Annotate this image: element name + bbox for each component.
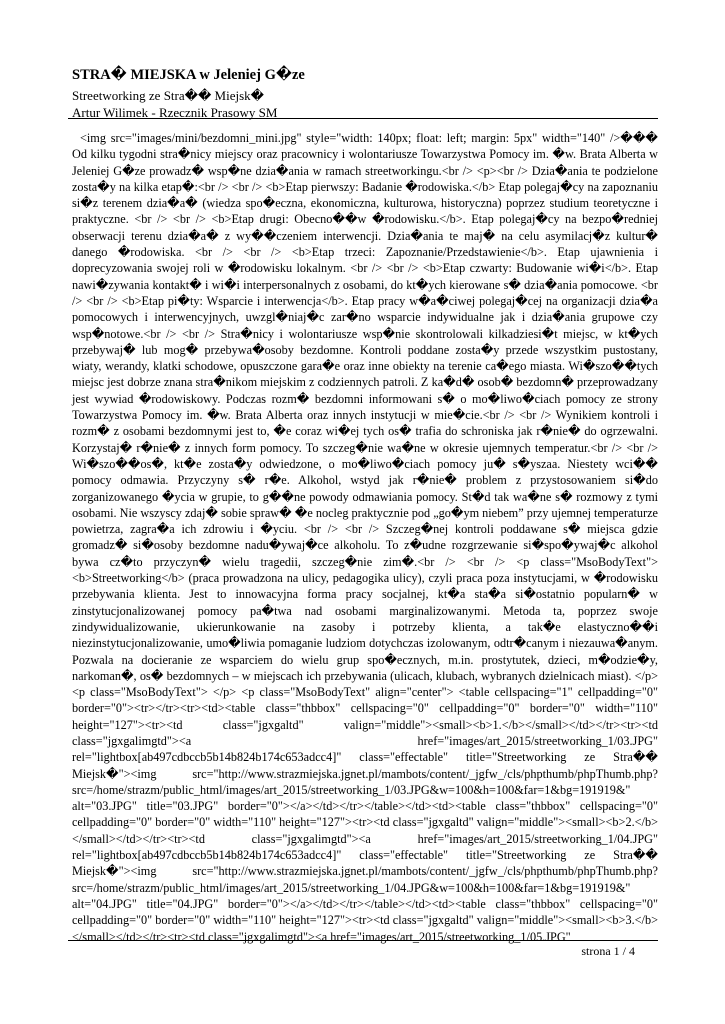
- article-title: Streetworking ze Stra�� Miejsk�: [72, 88, 264, 103]
- footer-divider: [68, 940, 658, 941]
- document-header: [72, 66, 662, 121]
- document-title: STRA� MIEJSKA w Jeleniej G�ze: [72, 67, 305, 83]
- page-number: strona 1 / 4: [581, 944, 635, 958]
- article-author: Artur Wilimek - Rzecznik Prasowy SM: [72, 105, 278, 120]
- header-divider: [68, 118, 658, 119]
- article-body: <img src="images/mini/bezdomni_mini.jpg" style="width: 140px; float: left; margin: 5px" width="140" />��� Od kilku tygodni stra�nicy miejscy oraz pracownicy i wolontariusze Towarzystwa Pomocy im. �w. Brata Alberta w Jeleniej G�ze prowadz� wsp�ne dzia�ania w ramach streetworkingu.<br /> <p><br /> Dzia�ania te podzielone zosta�y na kilka etap�:<br /> <br /> <b>Etap pierwszy: Badanie �rodowiska.</b> Etap polegaj�cy na zapoznaniu si�z terenem dzia�a� (wiedza spo�eczna, ekonomiczna, kulturowa, historyczna) poprzez studium teoretyczne i praktyczne. <br /> <br /> <b>Etap drugi: Obecno��w �rodowisku.</b>. Etap polegaj�cy na bezpo�redniej obserwacji terenu dzia�a� z wy��czeniem interwencji. Dzia�ania te maj� na celu asymilacj�z kultur� danego �rodowiska. <br /> <br /> <b>Etap trzeci: Zapoznanie/Przedstawienie</b>. Etap ujawnienia i doprecyzowania swojej roli w �rodowisku lokalnym. <br /> <br /> <b>Etap czwarty: Budowanie wi�i</b>. Etap nawi�zywania kontakt� i wi�i interpersonalnych z osobami, do kt�ych kierowane s� dzia�ania pomocowe. <br /> <br /> <b>Etap pi�ty: Wsparcie i interwencja</b>. Etap pracy w�a�ciwej polegaj�cej na organizacji dzia�a pomocowych i interwencyjnych, uwzgl�niaj�c zar�no wsparcie indywidualne jak i dzia�ania grupowe czy wsp�notowe.<br /> <br /> Stra�nicy i wolontariusze wsp�nie skontrolowali kilkadziesi�t miejsc, w kt�ych przebywaj� lub mog� przebywa�osoby bezdomne. Kontroli poddane zosta�y przede wszystkim pustostany, wiaty, werandy, klatki schodowe, opuszczone gara�e oraz inne obiekty na terenie ca�ego miasta. Wi�szo��tych miejsc jest dobrze znana stra�nikom miejskim z codziennych patroli. Z ka�d� osob� bezdomn� przeprowadzany jest wywiad �rodowiskowy. Podczas rozm� bezdomni informowani s� o mo�liwo�ciach pomocy ze strony Towarzystwa Pomocy im. �w. Brata Alberta oraz innych instytucji w mie�cie.<br /> <br /> Wynikiem kontroli i rozm� z osobami bezdomnymi jest to, �e coraz wi�ej tych os� trafia do schroniska jak r�nie� do ogrzewalni. Korzystaj� r�nie� z innych form pomocy. To szczeg�nie wa�ne w okresie ujemnych temperatur.<br /> <br /> Wi�szo��os�, kt�e zosta�y odwiedzone, o mo�liwo�ciach pomocy ju� s�yszaa. Niestety wci�� pomocy odmawia. Przyczyny s� r�e. Alkohol, wstyd jak r�nie� problem z przystosowaniem si�do zorganizowanego �ycia w grupie, to g��ne powody odmawiania pomocy. St�d tak wa�ne s� rozmowy z tymi osobami. Nie wszyscy zdaj� sobie spraw� �e nocleg praktycznie pod „go�ym niebem” przy ujemnej temperaturze powietrza, zagra�a ich zdrowiu i �yciu. <br /> <br /> Szczeg�nej kontroli poddawane s� miejsca gdzie gromadz� si�osoby bezdomne nadu�ywaj�ce alkoholu. To z�udne rozgrzewanie si�spo�ywaj�c alkohol bywa cz�to przyczyn� wielu tragedii, szczeg�nie zim�.<br /> <br /> <p class="MsoBodyText"> <b>Streetworking</b> (praca prowadzona na ulicy, pedagogika ulicy), czyli praca poza instytucjami, w �rodowisku przebywania klienta. Jest to innowacyjna forma pracy socjalnej, kt�a sta�a si�ostatnio popularn� w zinstytucjonalizowanej pomocy pa�twa nad osobami marginalizowanymi. Metoda ta, poprzez swoje zindywidualizowanie, ukierunkowanie na zasoby i potrzeby klienta, a tak�e elastyczno��i niezinstytucjonalizowanie, umo�liwia pomaganie ludziom dotychczas izolowanym, odtr�canym i niezauwa�anym. Pozwala na docieranie ze wsparciem do wielu grup spo�ecznych, m.in. prostytutek, dzieci, m�odzie�y, narkoman�, os� bezdomnych – w miejscach ich przebywania (ulicach, klubach, wybranych dzielnicach miast). </p> <p class="MsoBodyText"> </p> <p class="MsoBodyText" align="center"> <table cellspacing="1" cellpadding="0" border="0"><tr></tr><tr><td><table class="thbbox" cellspacing="0" cellpadding="0" border="0" width="110" height="127"><tr><td class="jgxgaltd" valign="middle"><small><b>1.</b></small></td></tr><tr><td class="jgxgalimgtd"><a href="images/art_2015/streetworking_1/03.JPG" rel="lightbox[ab497cdbccb5b14b824b174c653adcc4]" class="effectable" title="Streetworking ze Stra�� Miejsk�"><img src="http://www.strazmiejska.jgnet.pl/mambots/content/_jgfw_/cls/phpthumb/phpThumb.php?src=/home/strazm/public_html/images/art_2015/streetworking_1/03.JPG&w=100&h=100&far=1&bg=191919&" alt="03.JPG" title="03.JPG" border="0"></a></td></tr></table></td><td><table class="thbbox" cellspacing="0" cellpadding="0" border="0" width="110" height="127"><tr><td class="jgxgaltd" valign="middle"><small><b>2.</b></small></td></tr><tr><td class="jgxgalimgtd"><a href="images/art_2015/streetworking_1/04.JPG" rel="lightbox[ab497cdbccb5b14b824b174c653adcc4]" class="effectable" title="Streetworking ze Stra�� Miejsk�"><img src="http://www.strazmiejska.jgnet.pl/mambots/content/_jgfw_/cls/phpthumb/phpThumb.php?src=/home/strazm/public_html/images/art_2015/streetworking_1/04.JPG&w=100&h=100&far=1&bg=191919&" alt="04.JPG" title="04.JPG" border="0"></a></td></tr></table></td><td><table class="thbbox" cellspacing="0" cellpadding="0" border="0" width="110" height="127"><tr><td class="jgxgaltd" valign="middle"><small><b>3.</b></small></td></tr><tr><td class="jgxgalimgtd"><a href="images/art_2015/streetworking_1/05.JPG": [72, 131, 658, 944]
